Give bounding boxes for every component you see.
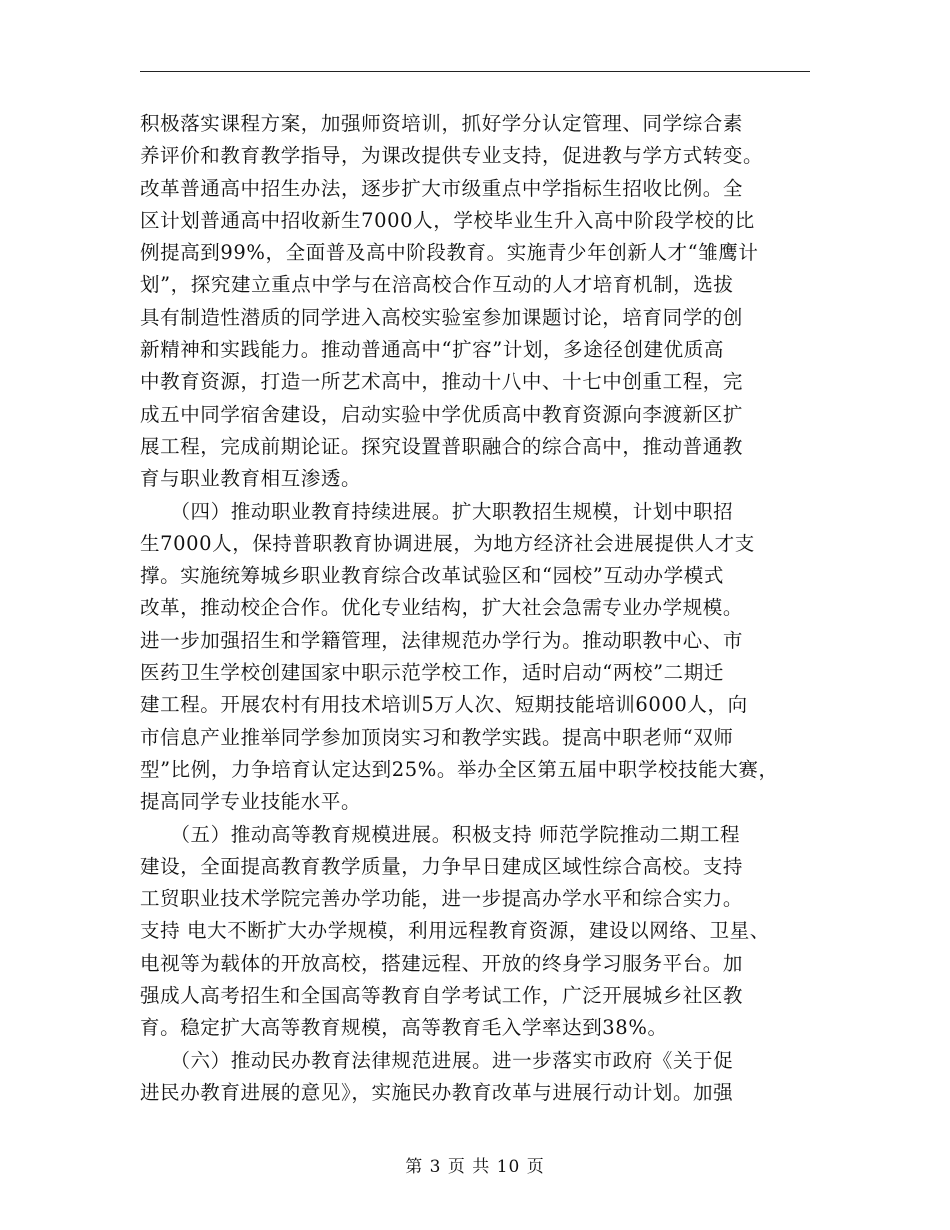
body-line: 撑。实施统筹城乡职业教育综合改革试验区和“园校”互动办学模式 — [140, 564, 724, 588]
body-line: 型”比例，力争培育认定达到25%。举办全区第五届中职学校技能大赛， — [140, 757, 779, 781]
body-line: 改革，推动校企合作。优化专业结构，扩大社会急需专业办学规模。 — [140, 596, 744, 620]
body-line: 成五中同学宿舍建设，启动实验中学优质高中教育资源向李渡新区扩 — [140, 402, 744, 426]
header-rule — [140, 71, 810, 72]
body-line: 支持 电大不断扩大办学规模，利用远程教育资源，建设以网络、卫星、 — [140, 919, 770, 943]
document-body — [140, 108, 830, 1109]
body-line: 市信息产业推举同学参加顶岗实习和教学实践。提高中职老师“双师 — [140, 725, 734, 749]
body-line: 例提高到99%，全面普及高中阶段教育。实施青少年创新人才“雏鹰计 — [140, 241, 759, 265]
body-line: 育。稳定扩大高等教育规模，高等教育毛入学率达到38%。 — [140, 1016, 668, 1040]
body-line: （四）推动职业教育持续进展。扩大职教招生规模，计划中职招 — [140, 499, 734, 523]
body-line: 养评价和教育教学指导，为课改提供专业支持，促进教与学方式转变。 — [140, 144, 764, 168]
body-line: 进民办教育进展的意见》，实施民办教育改革与进展行动计划。加强 — [140, 1080, 734, 1104]
body-line: 生7000人，保持普职教育协调进展，为地方经济社会进展提供人才支 — [140, 531, 755, 555]
body-line: 中教育资源，打造一所艺术高中，推动十八中、十七中创重工程，完 — [140, 370, 744, 394]
body-line: 建设，全面提高教育教学质量，力争早日建成区域性综合高校。支持 — [140, 854, 744, 878]
body-line: 强成人高考招生和全国高等教育自学考试工作，广泛开展城乡社区教 — [140, 984, 744, 1008]
body-line: 进一步加强招生和学籍管理，法律规范办学行为。推动职教中心、市 — [140, 628, 744, 652]
body-line: 具有制造性潜质的同学进入高校实验室参加课题讨论，培育同学的创 — [140, 305, 744, 329]
body-line: 展工程，完成前期论证。探究设置普职融合的综合高中，推动普通教 — [140, 434, 744, 458]
body-line: 提高同学专业技能水平。 — [140, 790, 362, 814]
body-line: 新精神和实践能力。推动普通高中“扩容”计划，多途径创建优质高 — [140, 338, 724, 362]
body-line: 区计划普通高中招收新生7000人，学校毕业生升入高中阶段学校的比 — [140, 208, 755, 232]
page-number-footer: 第 3 页 共 10 页 — [405, 1157, 545, 1177]
body-line: 建工程。开展农村有用技术培训5万人次、短期技能培训6000人，向 — [140, 693, 748, 717]
body-line: （六）推动民办教育法律规范进展。进一步落实市政府《关于促 — [140, 1048, 734, 1072]
body-line: （五）推动高等教育规模进展。积极支持 师范学院推动二期工程 — [140, 822, 741, 846]
body-line: 育与职业教育相互渗透。 — [140, 467, 362, 491]
body-line: 医药卫生学校创建国家中职示范学校工作，适时启动“两校”二期迁 — [140, 661, 724, 685]
body-line: 电视等为载体的开放高校，搭建远程、开放的终身学习服务平台。加 — [140, 951, 744, 975]
body-line: 工贸职业技术学院完善办学功能，进一步提高办学水平和综合实力。 — [140, 887, 744, 911]
body-line: 划”，探究建立重点中学与在涪高校合作互动的人才培育机制，选拔 — [140, 273, 734, 297]
body-line: 改革普通高中招生办法，逐步扩大市级重点中学指标生招收比例。全 — [140, 176, 744, 200]
body-line: 积极落实课程方案，加强师资培训，抓好学分认定管理、同学综合素 — [140, 112, 744, 135]
